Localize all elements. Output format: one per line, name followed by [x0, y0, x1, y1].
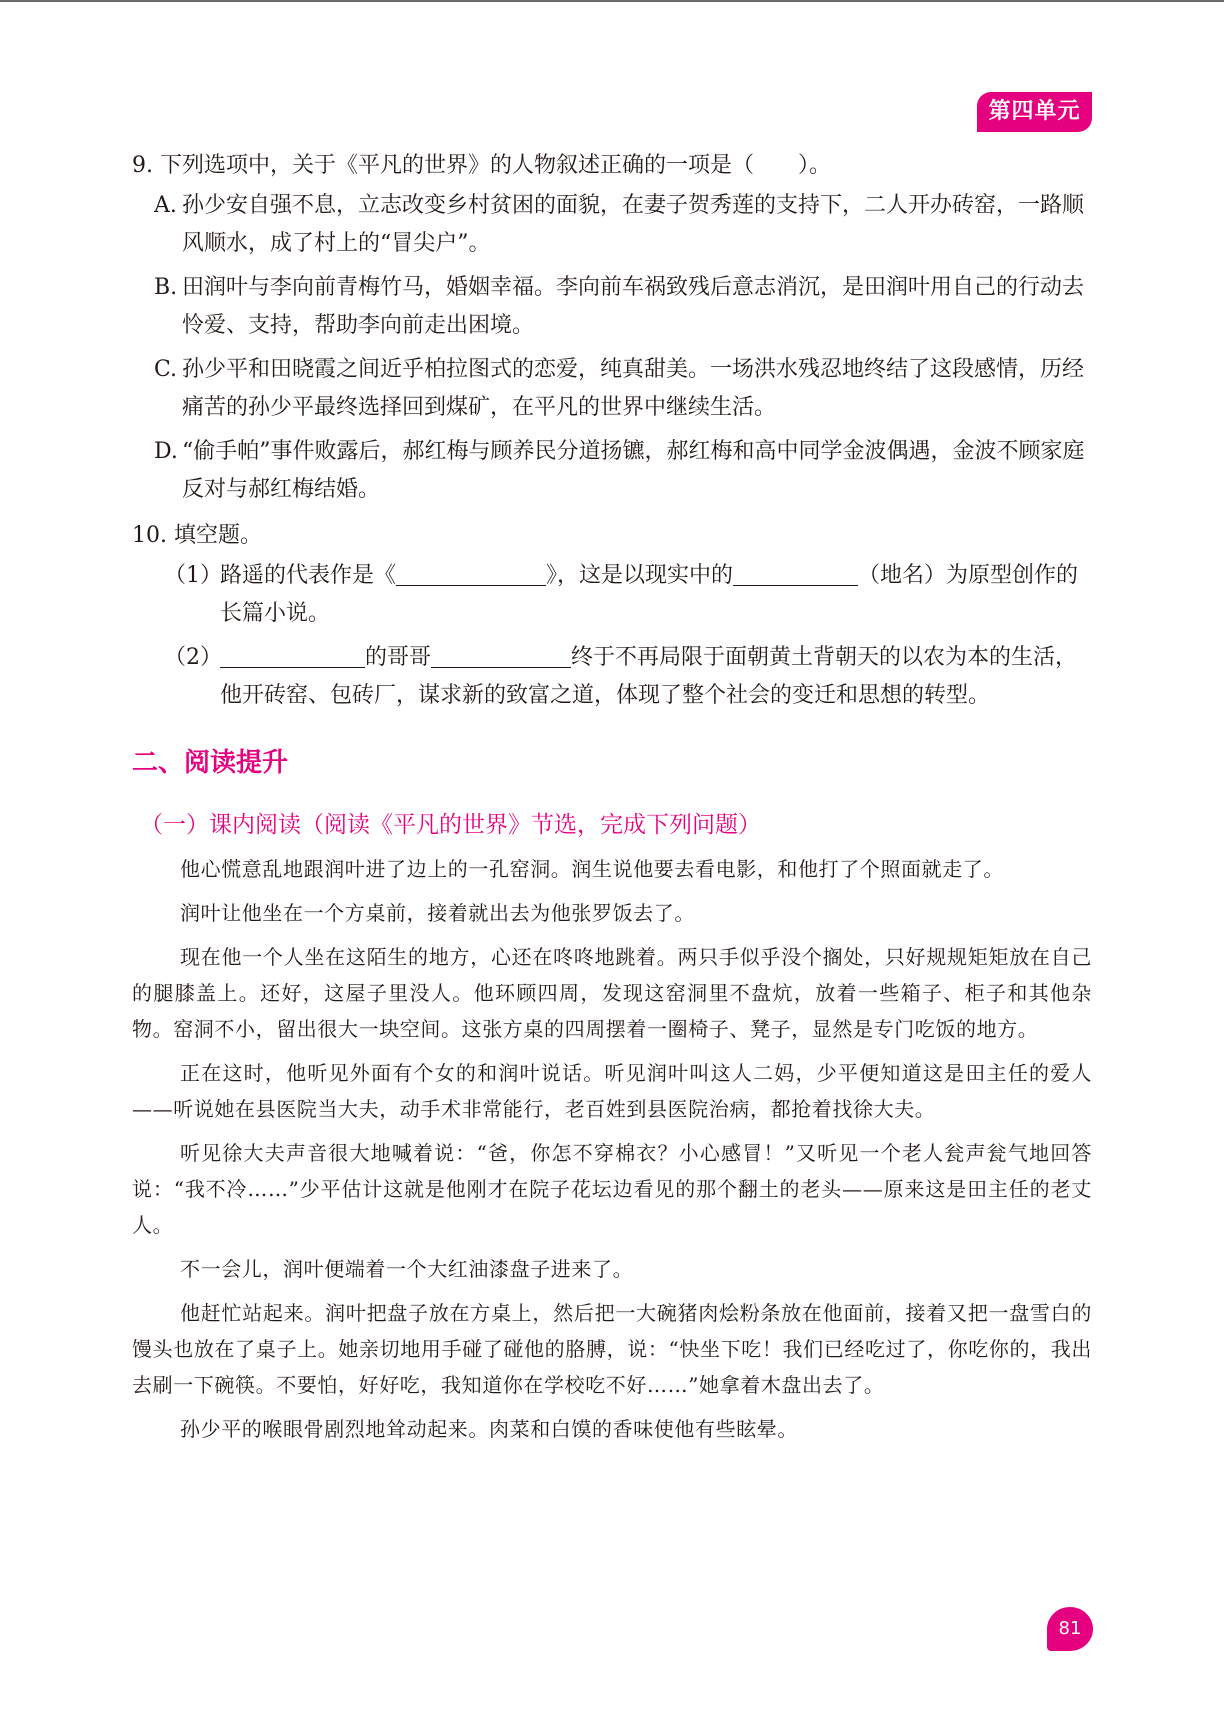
answer-blank[interactable]	[733, 559, 858, 586]
unit-tab: 第四单元	[977, 92, 1092, 132]
option-c	[132, 351, 1092, 427]
section-title: 二、阅读提升	[132, 748, 289, 778]
reading-paragraph: 正在这时，他听见外面有个女的和润叶说话。听见润叶叫这人二妈，少平便知道这是田主任的爱人——听说她在县医院当大夫，动手术非常能行，老百姓到县医院治病，都抢着找徐大夫。	[132, 1061, 1092, 1121]
reading-paragraph: 他赶忙站起来。润叶把盘子放在方桌上，然后把一大碗猪肉烩粉条放在他面前，接着又把一盘雪白的馒头也放在了桌子上。她亲切地用手碰了碰他的胳膊，说：“快坐下吃！我们已经吃过了，你吃你的，我出去刷一下碗筷。不要怕，好好吃，我知道你在学校吃不好……”她拿着木盘出去了。	[132, 1301, 1092, 1397]
reading-paragraph: 不一会儿，润叶便端着一个大红油漆盘子进来了。	[180, 1257, 634, 1281]
question-10-stem: 10. 填空题。	[132, 523, 262, 548]
option-text: 田润叶与李向前青梅竹马，婚姻幸福。李向前车祸致残后意志消沉，是田润叶用自己的行动去怜爱、支持，帮助李向前走出困境。	[182, 275, 1085, 338]
answer-blank[interactable]	[220, 641, 365, 668]
option-label: A.	[154, 193, 177, 218]
top-border-line	[0, 0, 1224, 2]
reading-paragraph: 他心慌意乱地跟润叶进了边上的一孔窑洞。润生说他要去看电影，和他打了个照面就走了。	[180, 857, 1004, 881]
fill-text: 路遥的代表作是《	[220, 563, 397, 588]
question-9-stem: 9. 下列选项中，关于《平凡的世界》的人物叙述正确的一项是（ ）。	[132, 153, 831, 178]
option-label: D.	[154, 439, 178, 464]
option-b	[132, 269, 1092, 345]
answer-blank[interactable]	[431, 641, 571, 668]
fill-item-number: （1）	[164, 563, 222, 588]
option-label: B.	[154, 275, 178, 300]
page-content	[132, 145, 1092, 1455]
reading-paragraph: 孙少平的喉眼骨剧烈地耸动起来。肉菜和白馍的香味使他有些眩晕。	[180, 1417, 798, 1441]
page-number-badge: 81	[1047, 1607, 1093, 1651]
option-text: “偷手帕”事件败露后，郝红梅与顾养民分道扬镳，郝红梅和高中同学金波偶遇，金波不顾家庭反对与郝红梅结婚。	[182, 439, 1085, 502]
reading-paragraph: 听见徐大夫声音很大地喊着说：“爸，你怎不穿棉衣？小心感冒！”又听见一个老人瓮声瓮气地回答说：“我不冷……”少平估计这就是他刚才在院子花坛边看见的那个翻土的老头——原来这是田主任的老丈人。	[132, 1141, 1092, 1237]
answer-blank[interactable]	[396, 559, 546, 586]
option-label: C.	[154, 357, 178, 382]
option-d	[132, 433, 1092, 509]
fill-text: 的哥哥	[365, 645, 432, 670]
fill-text: 终于不再局限于面朝黄土背朝天的以农为本的生活，他开砖窑、包砖厂，谋求新的致富之道，体现了整个社会的变迁和思想的转型。	[220, 645, 1078, 708]
fill-item-number: （2）	[164, 645, 222, 670]
option-text: 孙少安自强不息，立志改变乡村贫困的面貌，在妻子贺秀莲的支持下，二人开办砖窑，一路顺风顺水，成了村上的“冒尖户”。	[182, 193, 1085, 256]
fill-item-1	[132, 557, 1092, 633]
reading-subtitle: （一）课内阅读（阅读《平凡的世界》节选，完成下列问题）	[140, 812, 761, 838]
reading-paragraph: 润叶让他坐在一个方桌前，接着就出去为他张罗饭去了。	[180, 901, 695, 925]
fill-text: （地名）为原型创作的长篇小说。	[220, 563, 1079, 626]
option-text: 孙少平和田晓霞之间近乎柏拉图式的恋爱，纯真甜美。一场洪水残忍地终结了这段感情，历经痛苦的孙少平最终选择回到煤矿，在平凡的世界中继续生活。	[182, 357, 1085, 420]
fill-item-2	[132, 639, 1092, 715]
fill-text: 》，这是以现实中的	[546, 563, 734, 588]
reading-paragraph: 现在他一个人坐在这陌生的地方，心还在咚咚地跳着。两只手似乎没个搁处，只好规规矩矩放在自己的腿膝盖上。还好，这屋子里没人。他环顾四周，发现这窑洞里不盘炕，放着一些箱子、柜子和其他杂物。窑洞不小，留出很大一块空间。这张方桌的四周摆着一圈椅子、凳子，显然是专门吃饭的地方。	[132, 945, 1092, 1041]
option-a	[132, 187, 1092, 263]
